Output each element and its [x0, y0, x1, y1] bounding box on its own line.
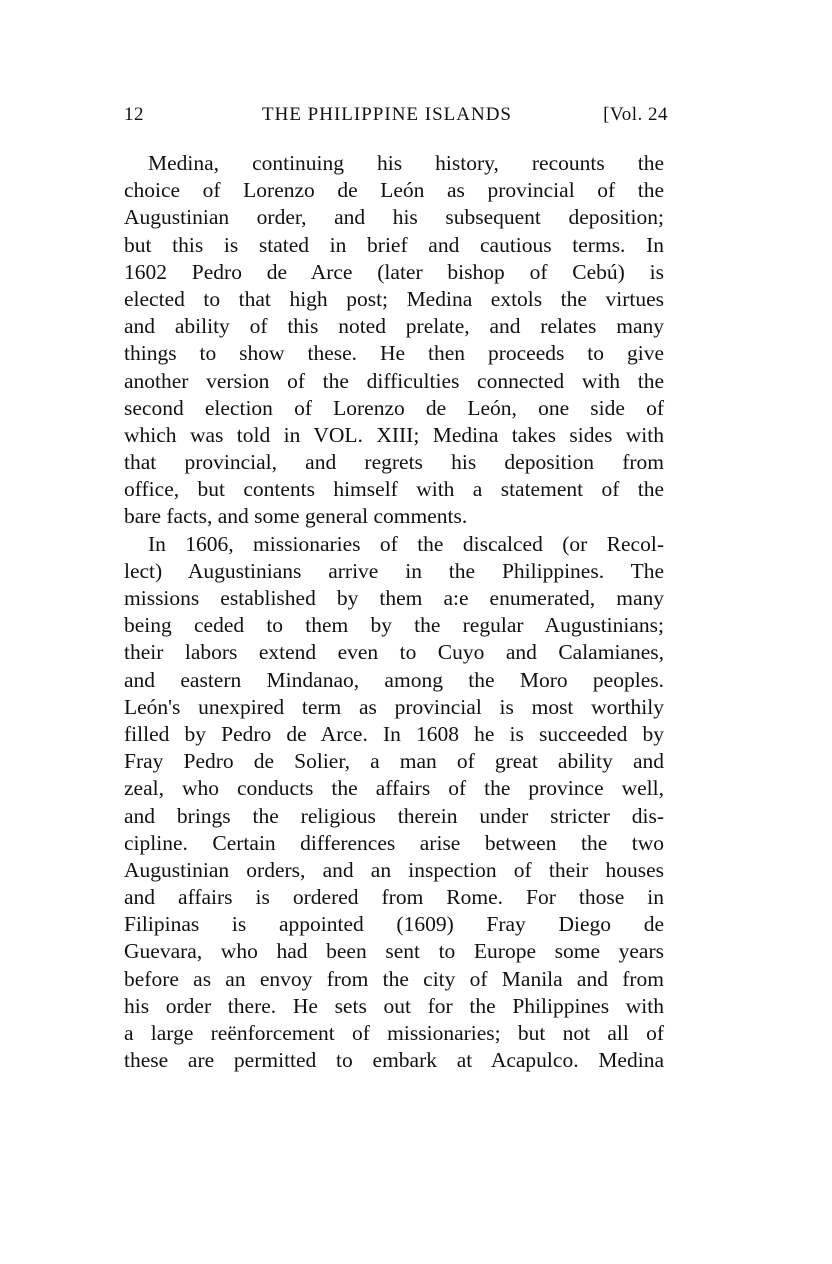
text-line: zeal, who conducts the affairs of the province well,	[124, 776, 664, 801]
text-line: but this is stated in brief and cautious terms. In	[124, 232, 664, 257]
running-title: THE PHILIPPINE ISLANDS	[262, 104, 512, 125]
text-line: office, but contents himself with a statement of the	[124, 477, 664, 502]
text-line: Medina, continuing his history, recounts the	[148, 151, 664, 175]
text-line: elected to that high post; Medina extols the virtues	[124, 286, 664, 311]
text-line: cipline. Certain differences arise between the two	[124, 830, 664, 855]
text-line: that provincial, and regrets his deposition from	[124, 450, 664, 475]
text-line: 1602 Pedro de Arce (later bishop of Cebú) is	[124, 259, 664, 284]
text-line: In 1606, missionaries of the discalced (or Recol-	[148, 531, 664, 556]
text-line: León's unexpired term as provincial is most worthily	[124, 694, 664, 719]
volume-mark: [Vol. 24	[603, 104, 668, 125]
text-line: Augustinian orders, and an inspection of their houses	[124, 857, 664, 882]
text-line: a large reënforcement of missionaries; but not all of	[124, 1021, 664, 1045]
text-line: Fray Pedro de Solier, a man of great ability and	[124, 749, 664, 774]
text-line: things to show these. He then proceeds to give	[124, 341, 664, 366]
text-line: and ability of this noted prelate, and relates many	[124, 314, 664, 339]
text-line: their labors extend even to Cuyo and Calamianes,	[124, 640, 664, 665]
text-line: his order there. He sets out for the Philippines with	[124, 993, 664, 1018]
text-line: second election of Lorenzo de León, one side of	[124, 395, 664, 420]
text-line: being ceded to them by the regular Augustinians;	[124, 613, 664, 638]
text-line: and brings the religious therein under stricter dis-	[124, 803, 664, 828]
paragraph	[124, 531, 664, 1075]
running-head	[124, 104, 668, 134]
body-text	[124, 150, 664, 1074]
page-number: 12	[124, 104, 144, 125]
text-line: Guevara, who had been sent to Europe some years	[124, 939, 664, 964]
text-line: lect) Augustinians arrive in the Philippines. The	[124, 558, 664, 583]
text-line: another version of the difficulties connected with the	[124, 368, 664, 393]
text-line: which was told in VOL. XIII; Medina takes sides with	[124, 422, 664, 447]
text-line: Augustinian order, and his subsequent deposition;	[124, 205, 664, 230]
paragraph	[124, 150, 664, 531]
text-line: bare facts, and some general comments.	[124, 504, 468, 529]
text-line: filled by Pedro de Arce. In 1608 he is succeeded by	[124, 721, 664, 746]
text-line: and eastern Mindanao, among the Moro peoples.	[124, 667, 664, 692]
text-line: choice of Lorenzo de León as provincial of the	[124, 178, 664, 203]
text-line: missions established by them a:e enumerated, many	[124, 586, 664, 610]
text-line: Filipinas is appointed (1609) Fray Diego de	[124, 912, 664, 937]
text-line: before as an envoy from the city of Manila and from	[124, 966, 664, 991]
text-line: and affairs is ordered from Rome. For those in	[124, 885, 664, 910]
text-line: these are permitted to embark at Acapulco. Medina	[124, 1048, 664, 1073]
